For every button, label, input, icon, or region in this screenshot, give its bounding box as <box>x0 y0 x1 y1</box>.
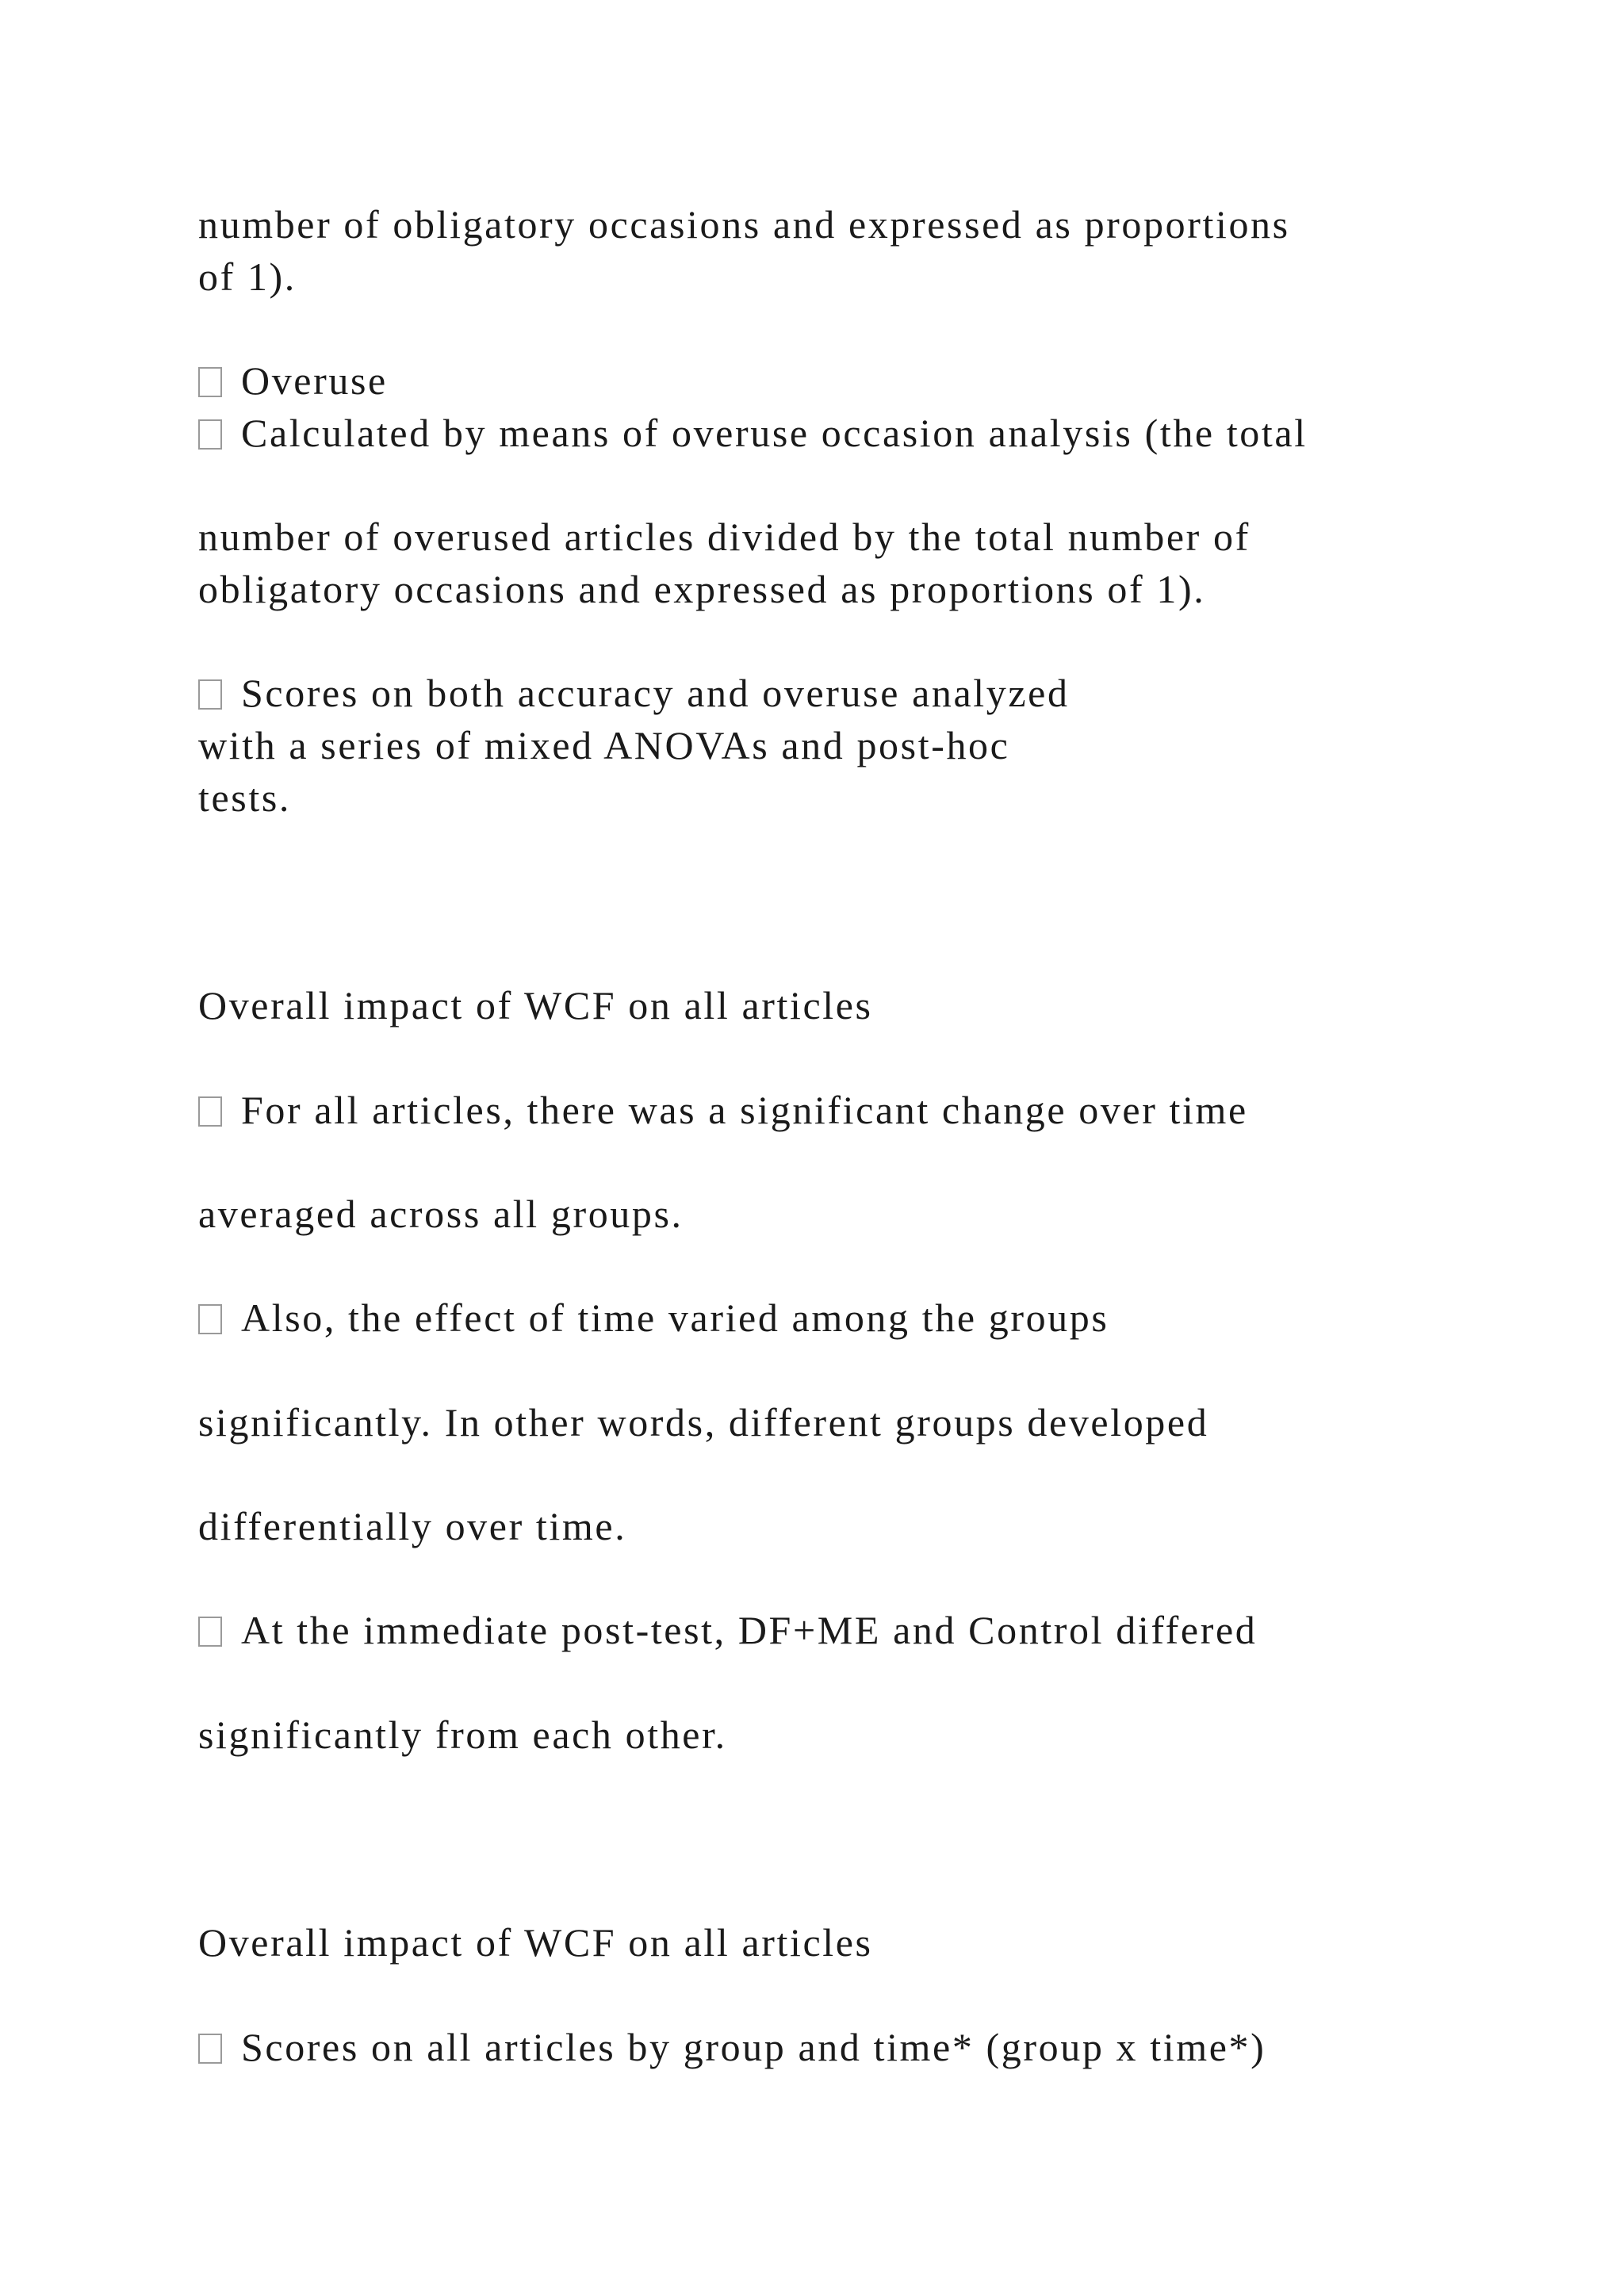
bullet-item: At the immediate post-test, DF+ME and Control differed <box>198 1606 1257 1654</box>
missing-glyph-icon <box>198 367 222 397</box>
text-line: significantly from each other. <box>198 1712 727 1757</box>
missing-glyph-icon <box>198 1304 222 1334</box>
text-line: obligatory occasions and expressed as proportions of 1). <box>198 567 1206 611</box>
bullet-item: Also, the effect of time varied among the groups <box>198 1294 1109 1341</box>
missing-glyph-icon <box>198 1096 222 1127</box>
bullet-item: Calculated by means of overuse occasion analysis (the total <box>198 409 1308 457</box>
text-line: number of obligatory occasions and expressed as proportions <box>198 202 1290 247</box>
missing-glyph-icon <box>198 1617 222 1647</box>
text-line: differentially over time. <box>198 1504 627 1548</box>
bullet-item: Scores on all articles by group and time* (group x time*) <box>198 2023 1266 2071</box>
section-heading: Overall impact of WCF on all articles <box>198 1920 873 1965</box>
bullet-item: For all articles, there was a significant change over time <box>198 1086 1248 1134</box>
missing-glyph-icon <box>198 419 222 450</box>
missing-glyph-icon <box>198 679 222 710</box>
bullet-item: Scores on both accuracy and overuse analyzed <box>198 669 1070 717</box>
text-line: of 1). <box>198 254 297 299</box>
section-heading: Overall impact of WCF on all articles <box>198 983 873 1027</box>
text-line: number of overused articles divided by the total number of <box>198 515 1251 559</box>
text-line: with a series of mixed ANOVAs and post-hoc <box>198 723 1010 767</box>
bullet-item: Overuse <box>198 357 388 404</box>
text-line: averaged across all groups. <box>198 1192 684 1236</box>
text-line: significantly. In other words, different groups developed <box>198 1400 1209 1445</box>
text-line: tests. <box>198 775 291 820</box>
missing-glyph-icon <box>198 2034 222 2064</box>
